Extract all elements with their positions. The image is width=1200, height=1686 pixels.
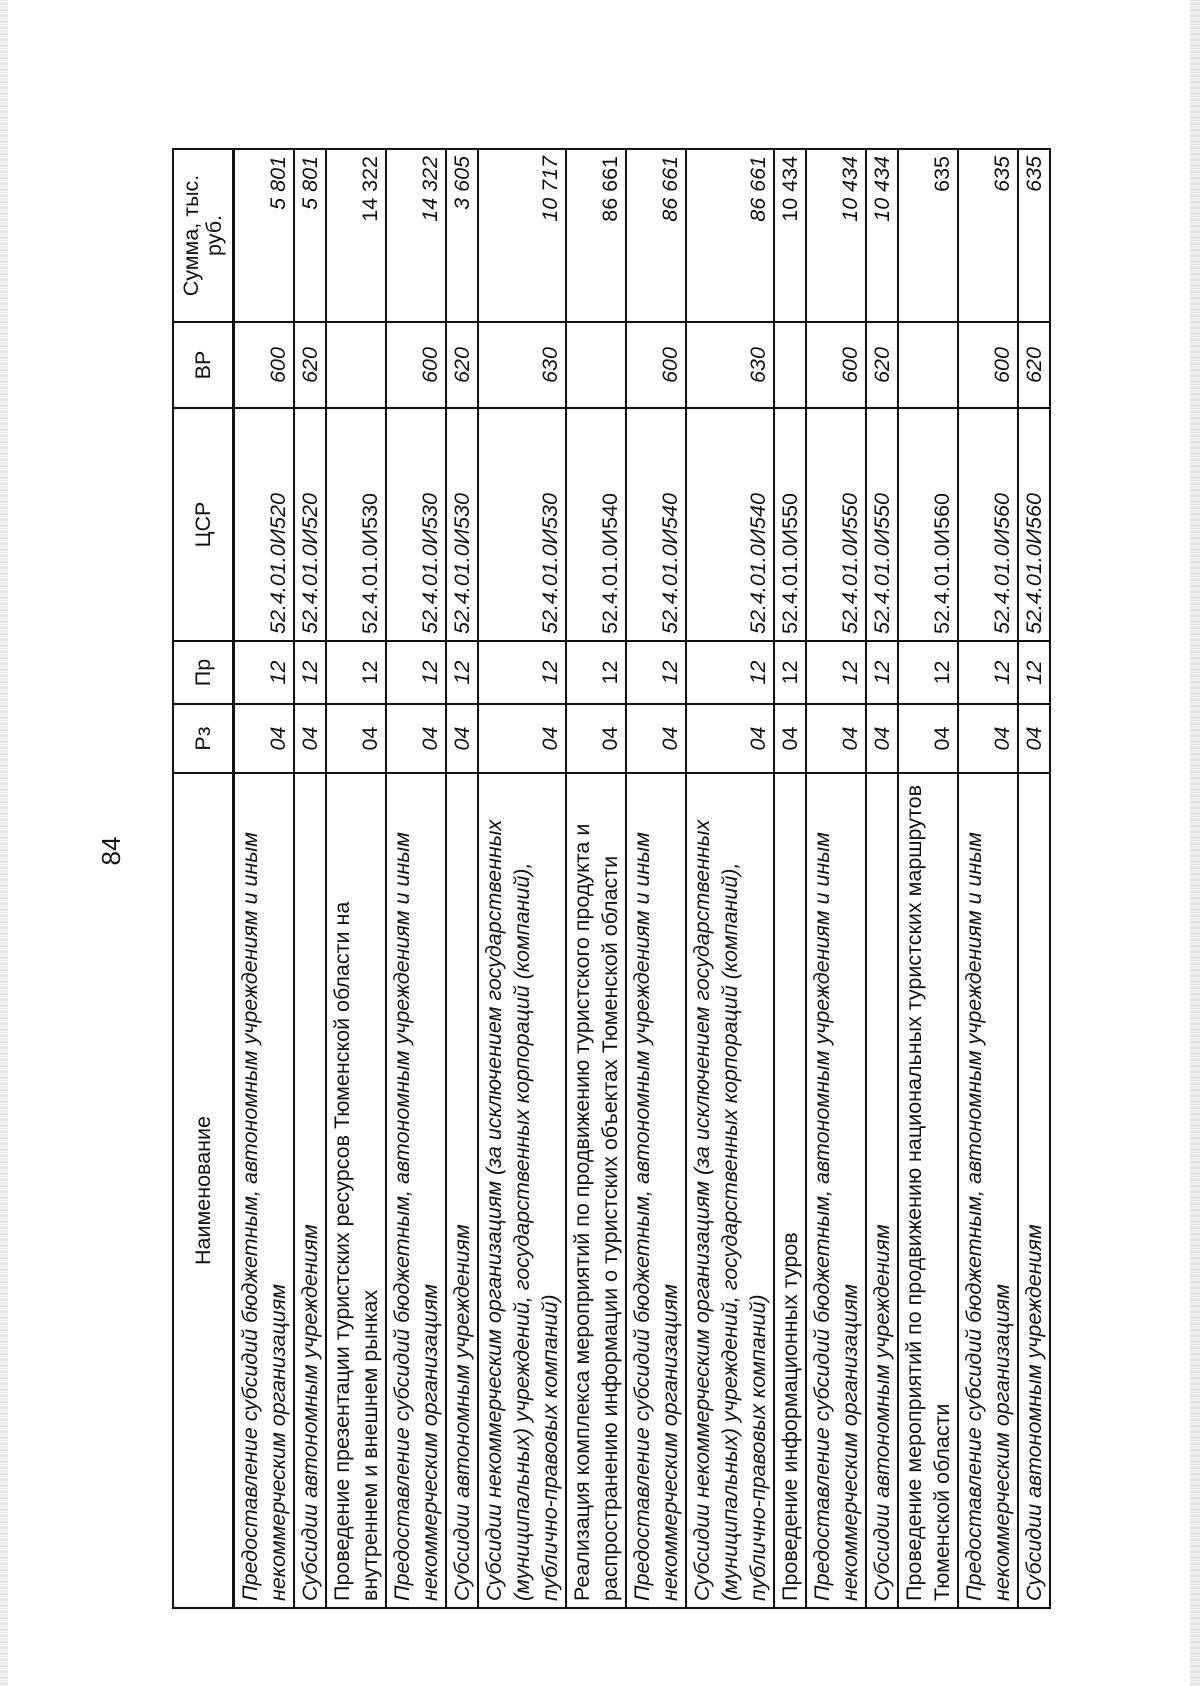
cell-pr: 12 xyxy=(386,641,446,704)
cell-sum: 86 661 xyxy=(626,149,686,322)
cell-sum: 14 322 xyxy=(386,149,446,322)
cell-vr: 620 xyxy=(866,322,898,408)
header-vr: ВР xyxy=(173,322,234,408)
cell-name: Субсидии некоммерческим организациям (за исключением государственных (муниципальных) учреждений, государственных корпораций (компаний), публично-правовых компаний) xyxy=(686,773,774,1608)
table-header-row xyxy=(173,149,234,1608)
cell-csr: 52.4.01.0И520 xyxy=(234,408,295,641)
cell-sum: 635 xyxy=(898,149,958,322)
cell-vr xyxy=(774,322,806,408)
cell-name: Предоставление субсидий бюджетным, автономным учреждениям и иным некоммерческим организациям xyxy=(958,773,1018,1608)
cell-pr: 12 xyxy=(1018,641,1050,704)
cell-csr: 52.4.01.0И530 xyxy=(386,408,446,641)
cell-rz: 04 xyxy=(234,704,295,773)
cell-sum: 3 605 xyxy=(446,149,478,322)
cell-sum: 10 434 xyxy=(866,149,898,322)
cell-csr: 52.4.01.0И550 xyxy=(806,408,866,641)
cell-pr: 12 xyxy=(686,641,774,704)
cell-vr: 600 xyxy=(806,322,866,408)
cell-pr: 12 xyxy=(806,641,866,704)
cell-rz: 04 xyxy=(386,704,446,773)
cell-vr: 600 xyxy=(386,322,446,408)
cell-pr: 12 xyxy=(294,641,326,704)
cell-rz: 04 xyxy=(958,704,1018,773)
cell-rz: 04 xyxy=(626,704,686,773)
table-row xyxy=(386,149,446,1608)
cell-csr: 52.4.01.0И520 xyxy=(294,408,326,641)
cell-rz: 04 xyxy=(866,704,898,773)
table-row xyxy=(686,149,774,1608)
table-row xyxy=(446,149,478,1608)
cell-vr: 630 xyxy=(478,322,566,408)
table-row xyxy=(326,149,386,1608)
cell-pr: 12 xyxy=(898,641,958,704)
cell-rz: 04 xyxy=(1018,704,1050,773)
cell-vr: 600 xyxy=(234,322,295,408)
cell-pr: 12 xyxy=(866,641,898,704)
page-number: 84 xyxy=(96,836,126,866)
cell-rz: 04 xyxy=(446,704,478,773)
table-row xyxy=(774,149,806,1608)
cell-name: Предоставление субсидий бюджетным, автономным учреждениям и иным некоммерческим организациям xyxy=(806,773,866,1608)
cell-pr: 12 xyxy=(958,641,1018,704)
table-row xyxy=(626,149,686,1608)
cell-csr: 52.4.01.0И530 xyxy=(326,408,386,641)
cell-vr xyxy=(326,322,386,408)
cell-pr: 12 xyxy=(626,641,686,704)
cell-vr: 630 xyxy=(686,322,774,408)
table-row xyxy=(958,149,1018,1608)
cell-name: Субсидии автономным учреждениям xyxy=(294,773,326,1608)
cell-vr: 600 xyxy=(958,322,1018,408)
cell-name: Предоставление субсидий бюджетным, автономным учреждениям и иным некоммерческим организациям xyxy=(386,773,446,1608)
cell-rz: 04 xyxy=(898,704,958,773)
table-row xyxy=(1018,149,1050,1608)
cell-sum: 10 434 xyxy=(806,149,866,322)
header-sum: Сумма, тыс. руб. xyxy=(173,149,234,322)
cell-name: Субсидии автономным учреждениям xyxy=(446,773,478,1608)
table-row xyxy=(898,149,958,1608)
cell-csr: 52.4.01.0И540 xyxy=(626,408,686,641)
cell-sum: 86 661 xyxy=(566,149,626,322)
cell-csr: 52.4.01.0И560 xyxy=(958,408,1018,641)
table-row xyxy=(866,149,898,1608)
cell-rz: 04 xyxy=(566,704,626,773)
cell-rz: 04 xyxy=(774,704,806,773)
cell-pr: 12 xyxy=(326,641,386,704)
cell-rz: 04 xyxy=(326,704,386,773)
header-pr: Пр xyxy=(173,641,234,704)
cell-sum: 86 661 xyxy=(686,149,774,322)
table-row xyxy=(234,149,295,1608)
cell-sum: 5 801 xyxy=(294,149,326,322)
cell-name: Проведение информационных туров xyxy=(774,773,806,1608)
cell-vr: 620 xyxy=(294,322,326,408)
cell-rz: 04 xyxy=(686,704,774,773)
table-row xyxy=(566,149,626,1608)
cell-csr: 52.4.01.0И540 xyxy=(566,408,626,641)
cell-sum: 10 434 xyxy=(774,149,806,322)
table-row xyxy=(478,149,566,1608)
cell-name: Субсидии некоммерческим организациям (за исключением государственных (муниципальных) учреждений, государственных корпораций (компаний), публично-правовых компаний) xyxy=(478,773,566,1608)
cell-rz: 04 xyxy=(294,704,326,773)
cell-pr: 12 xyxy=(446,641,478,704)
cell-csr: 52.4.01.0И530 xyxy=(478,408,566,641)
cell-csr: 52.4.01.0И560 xyxy=(1018,408,1050,641)
cell-csr: 52.4.01.0И550 xyxy=(774,408,806,641)
cell-pr: 12 xyxy=(774,641,806,704)
cell-csr: 52.4.01.0И550 xyxy=(866,408,898,641)
table-body xyxy=(234,149,1051,1608)
cell-sum: 635 xyxy=(958,149,1018,322)
header-csr: ЦСР xyxy=(173,408,234,641)
cell-vr: 620 xyxy=(1018,322,1050,408)
cell-rz: 04 xyxy=(806,704,866,773)
header-rz: Рз xyxy=(173,704,234,773)
cell-pr: 12 xyxy=(566,641,626,704)
cell-csr: 52.4.01.0И540 xyxy=(686,408,774,641)
cell-name: Предоставление субсидий бюджетным, автономным учреждениям и иным некоммерческим организациям xyxy=(626,773,686,1608)
cell-pr: 12 xyxy=(234,641,295,704)
cell-name: Субсидии автономным учреждениям xyxy=(866,773,898,1608)
cell-vr: 600 xyxy=(626,322,686,408)
table-row xyxy=(806,149,866,1608)
cell-name: Предоставление субсидий бюджетным, автономным учреждениям и иным некоммерческим организациям xyxy=(234,773,295,1608)
cell-rz: 04 xyxy=(478,704,566,773)
cell-sum: 14 322 xyxy=(326,149,386,322)
cell-name: Проведение мероприятий по продвижению национальных туристских маршрутов Тюменской области xyxy=(898,773,958,1608)
header-name: Наименование xyxy=(173,773,234,1608)
cell-pr: 12 xyxy=(478,641,566,704)
table-row xyxy=(294,149,326,1608)
cell-name: Проведение презентации туристских ресурсов Тюменской области на внутреннем и внешнем рынках xyxy=(326,773,386,1608)
cell-vr: 620 xyxy=(446,322,478,408)
cell-sum: 10 717 xyxy=(478,149,566,322)
cell-csr: 52.4.01.0И530 xyxy=(446,408,478,641)
cell-sum: 5 801 xyxy=(234,149,295,322)
cell-csr: 52.4.01.0И560 xyxy=(898,408,958,641)
cell-name: Реализация комплекса мероприятий по продвижению туристского продукта и распространению информации о туристских объектах Тюменской области xyxy=(566,773,626,1608)
cell-name: Субсидии автономным учреждениям xyxy=(1018,773,1050,1608)
cell-vr xyxy=(566,322,626,408)
budget-table xyxy=(172,148,1051,1609)
cell-sum: 635 xyxy=(1018,149,1050,322)
cell-vr xyxy=(898,322,958,408)
